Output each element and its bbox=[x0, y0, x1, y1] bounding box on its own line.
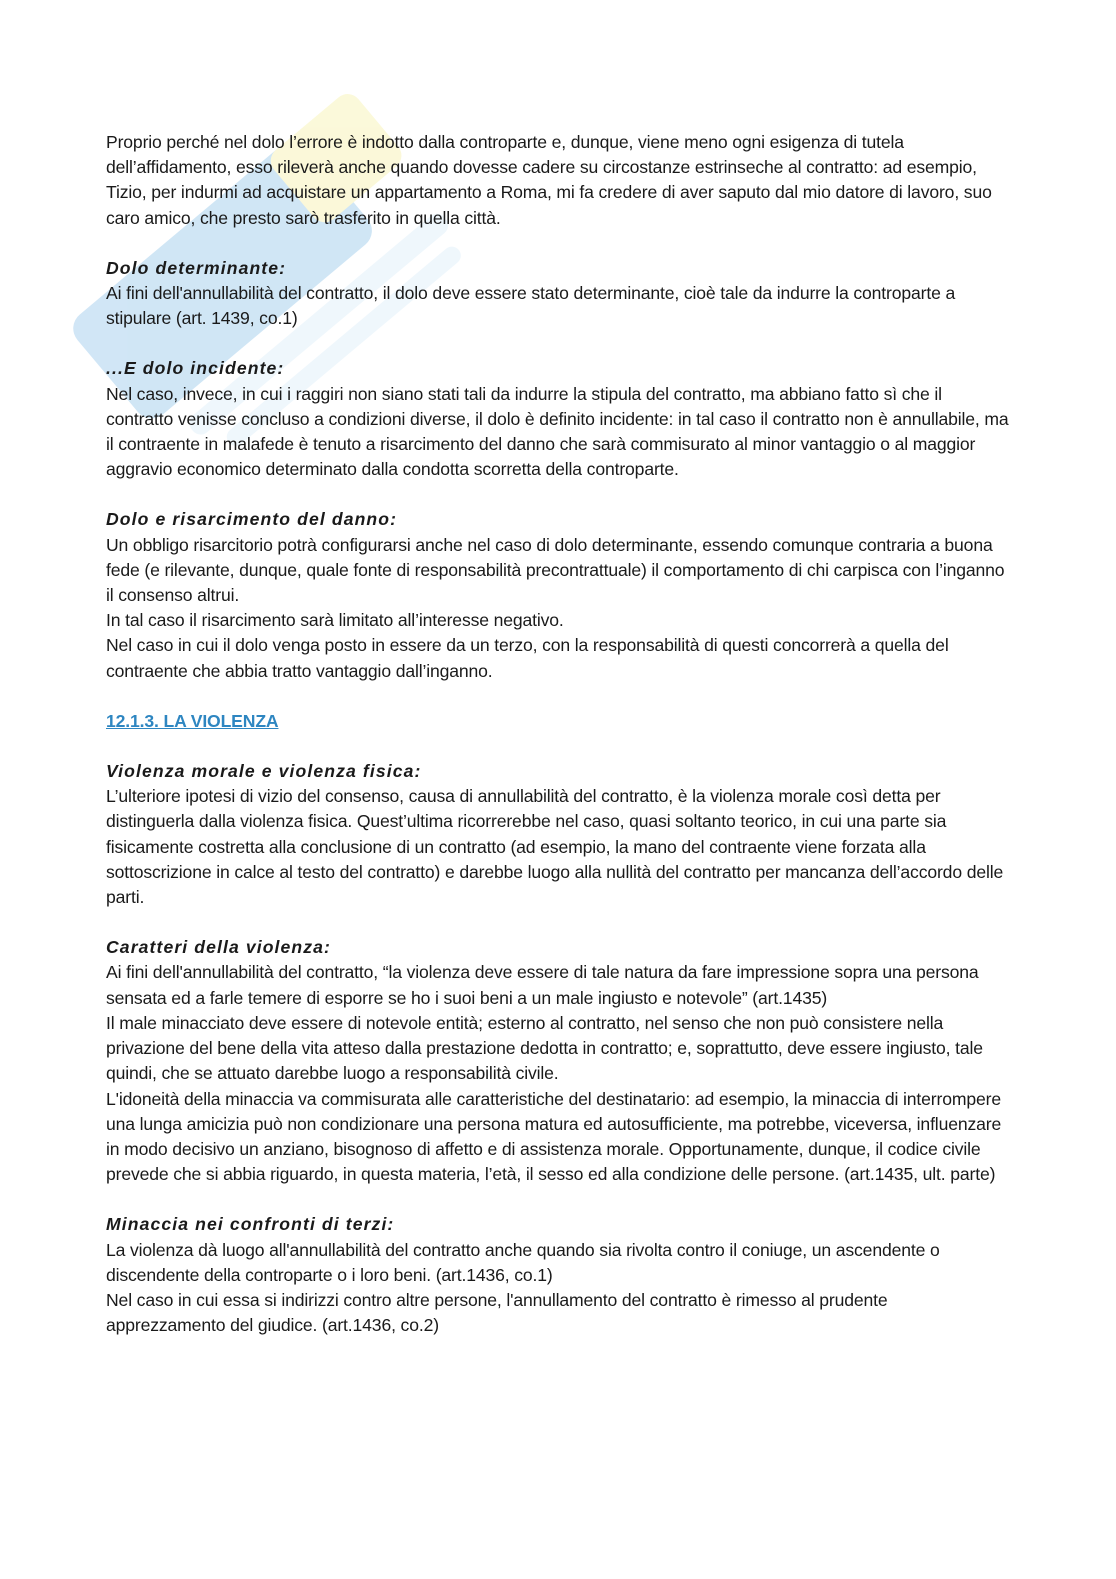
section-title-violenza[interactable]: 12.1.3. LA VIOLENZA bbox=[106, 710, 279, 731]
heading-dolo-risarcimento: Dolo e risarcimento del danno: bbox=[106, 509, 398, 530]
paragraph-dolo-risarcimento-1: Un obbligo risarcitorio potrà configurarsi anche nel caso di dolo determinante, essendo comunque contraria a buona fede (e rilevante, dunque, quale fonte di responsabilità precontrattuale) il comportamento di chi carpisca con l’inganno il consenso altrui. bbox=[106, 534, 1005, 606]
paragraph-caratteri-3: L'idoneità della minaccia va commisurata alle caratteristiche del destinatario: ad esempio, la minaccia di interrompere una lunga amicizia può non condizionare una persona matura ed autosufficiente, ma potrebbe, viceversa, influenzare in modo decisivo un anziano, bisognoso di affetto e di assistenza morale. Opportunamente, dunque, il codice civile prevede che si abbia riguardo, in questa materia, l’età, il sesso ed alla condizione delle persone. (art.1435, ult. parte) bbox=[106, 1088, 1002, 1185]
heading-violenza-morale: Violenza morale e violenza fisica: bbox=[106, 761, 422, 782]
heading-caratteri-violenza: Caratteri della violenza: bbox=[106, 937, 332, 958]
heading-dolo-determinante: Dolo determinante: bbox=[106, 257, 287, 278]
paragraph-caratteri-1: Ai fini dell'annullabilità del contratto, “la violenza deve essere di tale natura da fare impressione sopra una persona sensata ed a farle temere di esporre se ho i suoi beni a un male ingiusto e notevole” (art.1435) bbox=[106, 962, 979, 1008]
paragraph-dolo-risarcimento-3: Nel caso in cui il dolo venga posto in essere da un terzo, con la responsabilità di questi concorrerà a quella del contraente che abbia tratto vantaggio dall’inganno. bbox=[106, 635, 949, 681]
paragraph-dolo-determinante: Ai fini dell'annullabilità del contratto, il dolo deve essere stato determinante, cioè tale da indurre la controparte a stipulare (art. 1439, co.1) bbox=[106, 283, 956, 329]
paragraph-dolo-incidente: Nel caso, invece, in cui i raggiri non siano stati tali da indurre la stipula del contratto, ma abbiano fatto sì che il contratto venisse concluso a condizioni diverse, il dolo è definito incidente: in tal caso il contratto non è annullabile, ma il contraente in malafede è tenuto a risarcimento del danno che sarà commisurato al minor vantaggio o al maggior aggravio economico determinato dalla condotta scorretta della controparte. bbox=[106, 383, 1009, 480]
heading-dolo-incidente: ...E dolo incidente: bbox=[106, 358, 285, 379]
document-body bbox=[106, 130, 1011, 1338]
paragraph-dolo-risarcimento-2: In tal caso il risarcimento sarà limitato all’interesse negativo. bbox=[106, 610, 564, 631]
paragraph-caratteri-2: Il male minacciato deve essere di notevole entità; esterno al contratto, nel senso che non può consistere nella privazione del bene della vita atteso dalla prestazione dedotta in contratto; e, soprattutto, deve essere ingiusto, tale quindi, che se attuato darebbe luogo a responsabilità civile. bbox=[106, 1012, 983, 1084]
heading-minaccia-terzi: Minaccia nei confronti di terzi: bbox=[106, 1214, 395, 1235]
paragraph-minaccia-terzi-2: Nel caso in cui essa si indirizzi contro altre persone, l'annullamento del contratto è rimesso al prudente apprezzamento del giudice. (art.1436, co.2) bbox=[106, 1289, 888, 1336]
intro-paragraph: Proprio perché nel dolo l’errore è indotto dalla controparte e, dunque, viene meno ogni esigenza di tutela dell’affidamento, esso rileverà anche quando dovesse cadere su circostanze estrinseche al contratto: ad esempio, Tizio, per indurmi ad acquistare un appartamento a Roma, mi fa credere di aver saputo dal mio datore di lavoro, suo caro amico, che presto sarò trasferito in quella città. bbox=[106, 132, 992, 228]
paragraph-violenza-morale: L’ulteriore ipotesi di vizio del consenso, causa di annullabilità del contratto, è la violenza morale così detta per distinguerla dalla violenza fisica. Quest’ultima ricorrerebbe nel caso, quasi soltanto teorico, in cui una parte sia fisicamente costretta alla conclusione di un contratto (ad esempio, la mano del contraente viene forzata alla sottoscrizione in calce al testo del contratto) e darebbe luogo alla nullità del contratto per mancanza dell’accordo delle parti. bbox=[106, 786, 1004, 908]
paragraph-minaccia-terzi-1: La violenza dà luogo all'annullabilità del contratto anche quando sia rivolta contro il coniuge, un ascendente o discendente della controparte o i loro beni. (art.1436, co.1) bbox=[106, 1239, 940, 1285]
